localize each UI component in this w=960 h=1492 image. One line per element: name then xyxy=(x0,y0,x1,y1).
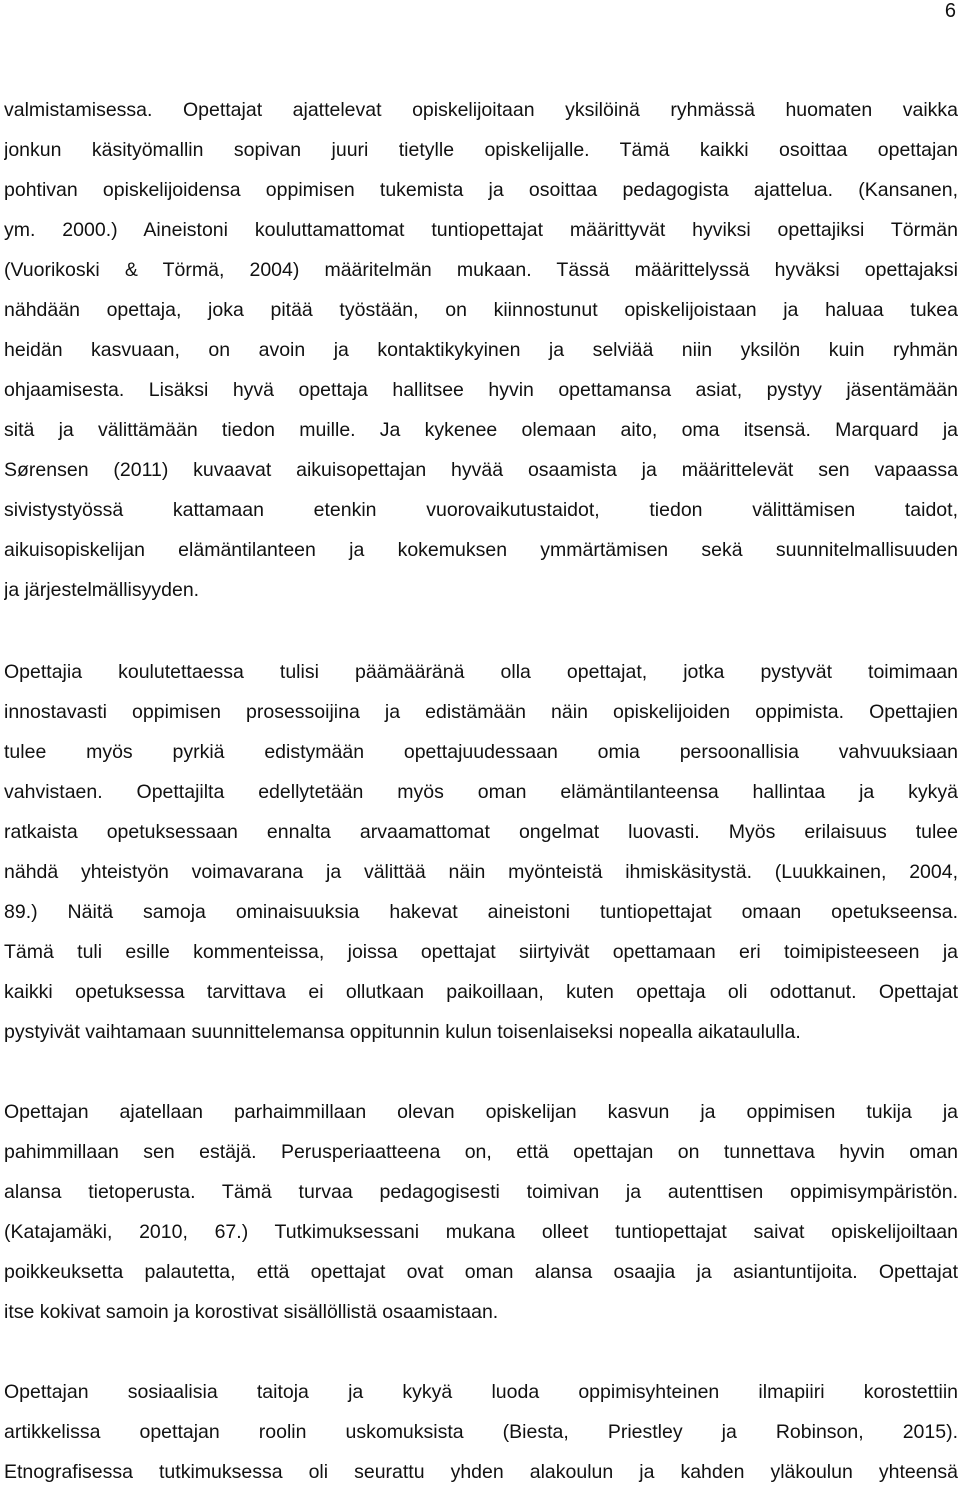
paragraph-line: pohtivan opiskelijoidensa oppimisen tukemista ja osoittaa pedagogista ajattelua. (Kansanen, xyxy=(4,179,958,201)
paragraph-line: innostavasti oppimisen prosessoijina ja edistämään näin opiskelijoiden oppimista. Opettajien xyxy=(4,701,958,723)
paragraph-line: ratkaista opetuksessaan ennalta arvaamattomat ongelmat luovasti. Myös erilaisuus tulee xyxy=(4,821,958,843)
paragraph-line: sivistystyössä kattamaan etenkin vuorovaikutustaidot, tiedon välittämisen taidot, xyxy=(4,499,958,521)
paragraph-line: poikkeuksetta palautetta, että opettajat ovat oman alansa osaajia ja asiantuntijoita. Opettajat xyxy=(4,1261,958,1283)
paragraph-line: aikuisopiskelijan elämäntilanteen ja kokemuksen ymmärtämisen sekä suunnitelmallisuuden xyxy=(4,539,958,561)
paragraph-4 xyxy=(4,1372,958,1492)
paragraph-line: artikkelissa opettajan roolin uskomuksista (Biesta, Priestley ja Robinson, 2015). xyxy=(4,1421,958,1443)
paragraph-line: valmistamisessa. Opettajat ajattelevat opiskelijoitaan yksilöinä ryhmässä huomaten vaikka xyxy=(4,99,958,121)
paragraph-line: Tämä tuli esille kommenteissa, joissa opettajat siirtyivät opettamaan eri toimipisteeseen ja xyxy=(4,941,958,963)
paragraph-3 xyxy=(4,1092,958,1332)
paragraph-line: (Katajamäki, 2010, 67.) Tutkimuksessani mukana olleet tuntiopettajat saivat opiskelijoiltaan xyxy=(4,1221,958,1243)
paragraph-line: kaikki opetuksessa tarvittava ei ollutkaan paikoillaan, kuten opettaja oli odottanut. Opettajat xyxy=(4,981,958,1003)
paragraph-line: jonkun käsityömallin sopivan juuri tietylle opiskelijalle. Tämä kaikki osoittaa opettajan xyxy=(4,139,958,161)
paragraph-line: Etnografisessa tutkimuksessa oli seurattu yhden alakoulun ja kahden yläkoulun yhteensä xyxy=(4,1461,958,1483)
paragraph-line: ym. 2000.) Aineistoni kouluttamattomat tuntiopettajat määrittyvät hyviksi opettajiksi Törmän xyxy=(4,219,958,241)
paragraph-1 xyxy=(4,90,958,610)
paragraph-line: 89.) Näitä samoja ominaisuuksia hakevat aineistoni tuntiopettajat omaan opetukseensa. xyxy=(4,901,958,923)
paragraph-2 xyxy=(4,652,958,1052)
paragraph-line: Sørensen (2011) kuvaavat aikuisopettajan hyvää osaamista ja määrittelevät sen vapaassa xyxy=(4,459,958,481)
paragraph-line: heidän kasvuaan, on avoin ja kontaktikykyinen ja selviää niin yksilön kuin ryhmän xyxy=(4,339,958,361)
paragraph-line: pahimmillaan sen estäjä. Perusperiaatteena on, että opettajan on tunnettava hyvin oman xyxy=(4,1141,958,1163)
paragraph-line: Opettajan sosiaalisia taitoja ja kykyä luoda oppimisyhteinen ilmapiiri korostettiin xyxy=(4,1381,958,1403)
paragraph-line: Opettajia koulutettaessa tulisi päämääränä olla opettajat, jotka pystyvät toimimaan xyxy=(4,661,958,683)
paragraph-line: itse kokivat samoin ja korostivat sisällöllistä osaamistaan. xyxy=(4,1301,499,1323)
paragraph-line: tulee myös pyrkiä edistymään opettajuudessaan omia persoonallisia vahvuuksiaan xyxy=(4,741,958,763)
paragraph-line: sitä ja välittämään tiedon muille. Ja kykenee olemaan aito, oma itsensä. Marquard ja xyxy=(4,419,958,441)
paragraph-line: Opettajan ajatellaan parhaimmillaan olevan opiskelijan kasvun ja oppimisen tukija ja xyxy=(4,1101,958,1123)
paragraph-line: alansa tietoperusta. Tämä turvaa pedagogisesti toimivan ja autenttisen oppimisympäristön. xyxy=(4,1181,958,1203)
paragraph-line: nähdä yhteistyön voimavarana ja välittää näin myönteistä ihmiskäsitystä. (Luukkainen, 2004, xyxy=(4,861,958,883)
page-number: 6 xyxy=(944,0,956,22)
paragraph-line: vahvistaen. Opettajilta edellytetään myös oman elämäntilanteensa hallintaa ja kykyä xyxy=(4,781,958,803)
paragraph-line: ja järjestelmällisyyden. xyxy=(4,579,200,601)
paragraph-line: (Vuorikoski & Törmä, 2004) määritelmän mukaan. Tässä määrittelyssä hyväksi opettajaksi xyxy=(4,259,958,281)
paragraph-line: nähdään opettaja, joka pitää työstään, on kiinnostunut opiskelijoistaan ja haluaa tukea xyxy=(4,299,958,321)
paragraph-line: ohjaamisesta. Lisäksi hyvä opettaja hallitsee hyvin opettamansa asiat, pystyy jäsentämään xyxy=(4,379,958,401)
paragraph-line: pystyivät vaihtamaan suunnittelemansa oppitunnin kulun toisenlaiseksi nopealla aikataululla. xyxy=(4,1021,801,1043)
